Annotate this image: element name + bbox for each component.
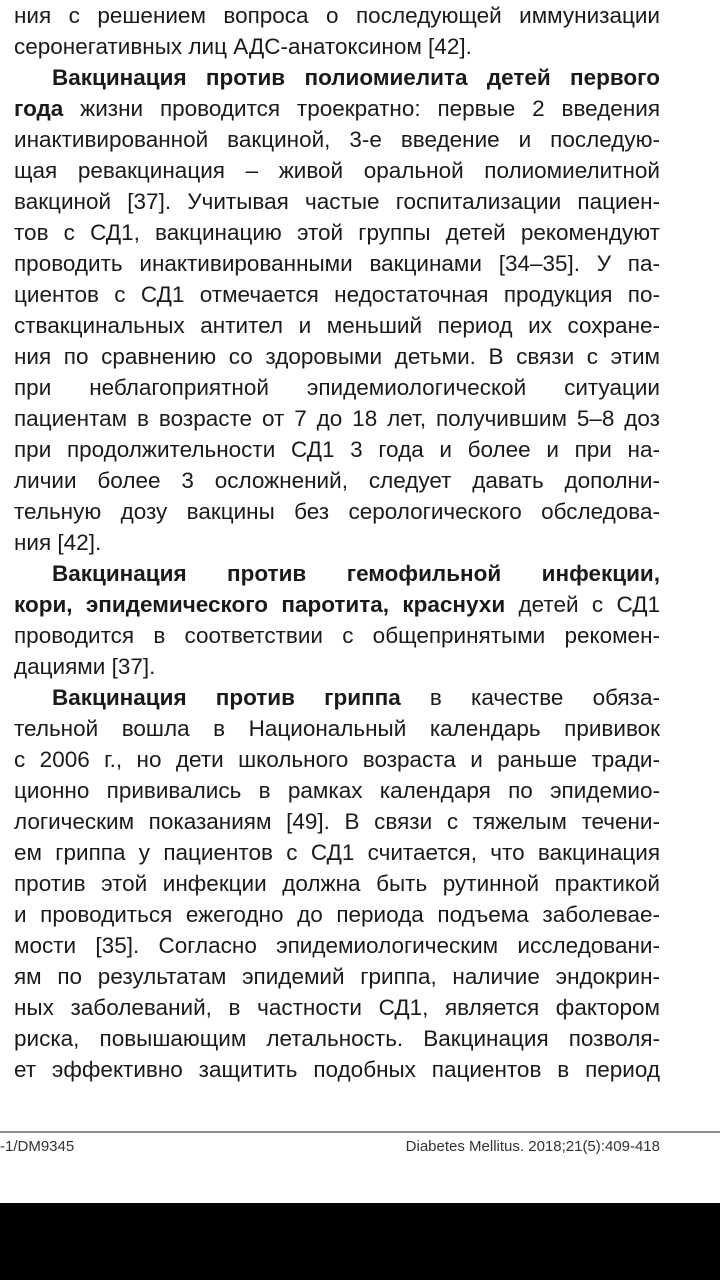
body-text: тов с СД1, вакцинацию этой группы детей рекомендуют bbox=[14, 220, 660, 245]
body-text: ям по результатам эпидемий гриппа, наличие эндокрин- bbox=[14, 964, 660, 989]
text-line bbox=[14, 930, 660, 961]
text-line bbox=[14, 279, 660, 310]
text-line bbox=[14, 186, 660, 217]
text-line bbox=[14, 558, 660, 589]
body-text: при продолжительности СД1 3 года и более и при на- bbox=[14, 437, 660, 462]
body-text: тельной вошла в Национальный календарь прививок bbox=[14, 716, 660, 741]
body-text: щая ревакцинация – живой оральной полиомиелитной bbox=[14, 158, 660, 183]
body-text: тельную дозу вакцины без серологического обследова- bbox=[14, 499, 660, 524]
text-line bbox=[14, 651, 660, 682]
text-line bbox=[14, 155, 660, 186]
text-line bbox=[14, 899, 660, 930]
bold-heading-text: Вакцинация против гриппа bbox=[52, 685, 401, 710]
footer-journal-citation: Diabetes Mellitus. 2018;21(5):409-418 bbox=[405, 1138, 660, 1155]
paragraph bbox=[14, 558, 660, 682]
paragraph bbox=[14, 62, 660, 558]
text-line bbox=[14, 806, 660, 837]
body-text: ционно прививались в рамках календаря по эпидемио- bbox=[14, 778, 660, 803]
body-text: ствакцинальных антител и меньший период их сохране- bbox=[14, 313, 660, 338]
body-text: риска, повышающим летальность. Вакцинация позволя- bbox=[14, 1026, 660, 1051]
text-line bbox=[14, 527, 660, 558]
body-text: детей с СД1 bbox=[505, 592, 660, 617]
body-text: дациями [37]. bbox=[14, 654, 156, 679]
text-line bbox=[14, 775, 660, 806]
body-text: вакциной [37]. Учитывая частые госпитализации пациен- bbox=[14, 189, 660, 214]
body-text: жизни проводится троекратно: первые 2 введения bbox=[63, 96, 660, 121]
text-line bbox=[14, 837, 660, 868]
body-text: ных заболеваний, в частности СД1, является фактором bbox=[14, 995, 660, 1020]
text-line bbox=[14, 465, 660, 496]
text-line bbox=[14, 403, 660, 434]
body-text: ния по сравнению со здоровыми детьми. В связи с этим bbox=[14, 344, 660, 369]
text-line bbox=[14, 589, 660, 620]
body-text: пациентам в возрасте от 7 до 18 лет, получившим 5–8 доз bbox=[14, 406, 660, 431]
footer-divider bbox=[0, 1131, 720, 1133]
text-line bbox=[14, 372, 660, 403]
body-text: проводится в соответствии с общепринятыми рекомен- bbox=[14, 623, 660, 648]
paragraph bbox=[14, 0, 660, 62]
bold-heading-text: Вакцинация против полиомиелита детей первого bbox=[52, 65, 660, 90]
body-text: при неблагоприятной эпидемиологической ситуации bbox=[14, 375, 660, 400]
text-line bbox=[14, 1023, 660, 1054]
body-text: ем гриппа у пациентов с СД1 считается, что вакцинация bbox=[14, 840, 660, 865]
bottom-black-bar bbox=[0, 1203, 720, 1280]
text-line bbox=[14, 434, 660, 465]
text-line bbox=[14, 310, 660, 341]
text-line bbox=[14, 124, 660, 155]
text-line bbox=[14, 217, 660, 248]
body-text: в качестве обяза- bbox=[400, 685, 660, 710]
body-text: ет эффективно защитить подобных пациентов в период bbox=[14, 1057, 660, 1082]
text-line bbox=[14, 992, 660, 1023]
body-text: личии более 3 осложнений, следует давать дополни- bbox=[14, 468, 660, 493]
text-line bbox=[14, 620, 660, 651]
paragraph bbox=[14, 682, 660, 1085]
bold-heading-text: Вакцинация против гемофильной инфекции, bbox=[52, 561, 660, 586]
page-footer bbox=[0, 1138, 720, 1162]
text-line bbox=[14, 744, 660, 775]
text-line bbox=[14, 62, 660, 93]
body-text: логическим показаниям [49]. В связи с тяжелым течени- bbox=[14, 809, 660, 834]
text-line bbox=[14, 0, 660, 31]
body-text: серонегативных лиц АДС-анатоксином [42]. bbox=[14, 34, 472, 59]
text-line bbox=[14, 248, 660, 279]
text-line bbox=[14, 31, 660, 62]
body-text: и проводиться ежегодно до периода подъема заболевае- bbox=[14, 902, 660, 927]
body-text: с 2006 г., но дети школьного возраста и раньше тради- bbox=[14, 747, 660, 772]
text-line bbox=[14, 341, 660, 372]
text-line bbox=[14, 1054, 660, 1085]
article-text bbox=[14, 0, 660, 1085]
text-line bbox=[14, 93, 660, 124]
text-line bbox=[14, 496, 660, 527]
body-text: циентов с СД1 отмечается недостаточная продукция по- bbox=[14, 282, 660, 307]
bold-heading-text: кори, эпидемического паротита, краснухи bbox=[14, 592, 506, 617]
text-line bbox=[14, 713, 660, 744]
text-line bbox=[14, 961, 660, 992]
body-text: ния [42]. bbox=[14, 530, 102, 555]
body-text: против этой инфекции должна быть рутинной практикой bbox=[14, 871, 660, 896]
footer-doi: -1/DM9345 bbox=[0, 1138, 75, 1155]
text-line bbox=[14, 682, 660, 713]
body-text: проводить инактивированными вакцинами [34–35]. У па- bbox=[14, 251, 660, 276]
body-text: ния с решением вопроса о последующей иммунизации bbox=[14, 3, 660, 28]
text-line bbox=[14, 868, 660, 899]
body-text: инактивированной вакциной, 3-е введение и последую- bbox=[14, 127, 660, 152]
body-text: мости [35]. Согласно эпидемиологическим исследовани- bbox=[14, 933, 660, 958]
bold-heading-text: года bbox=[14, 96, 64, 121]
